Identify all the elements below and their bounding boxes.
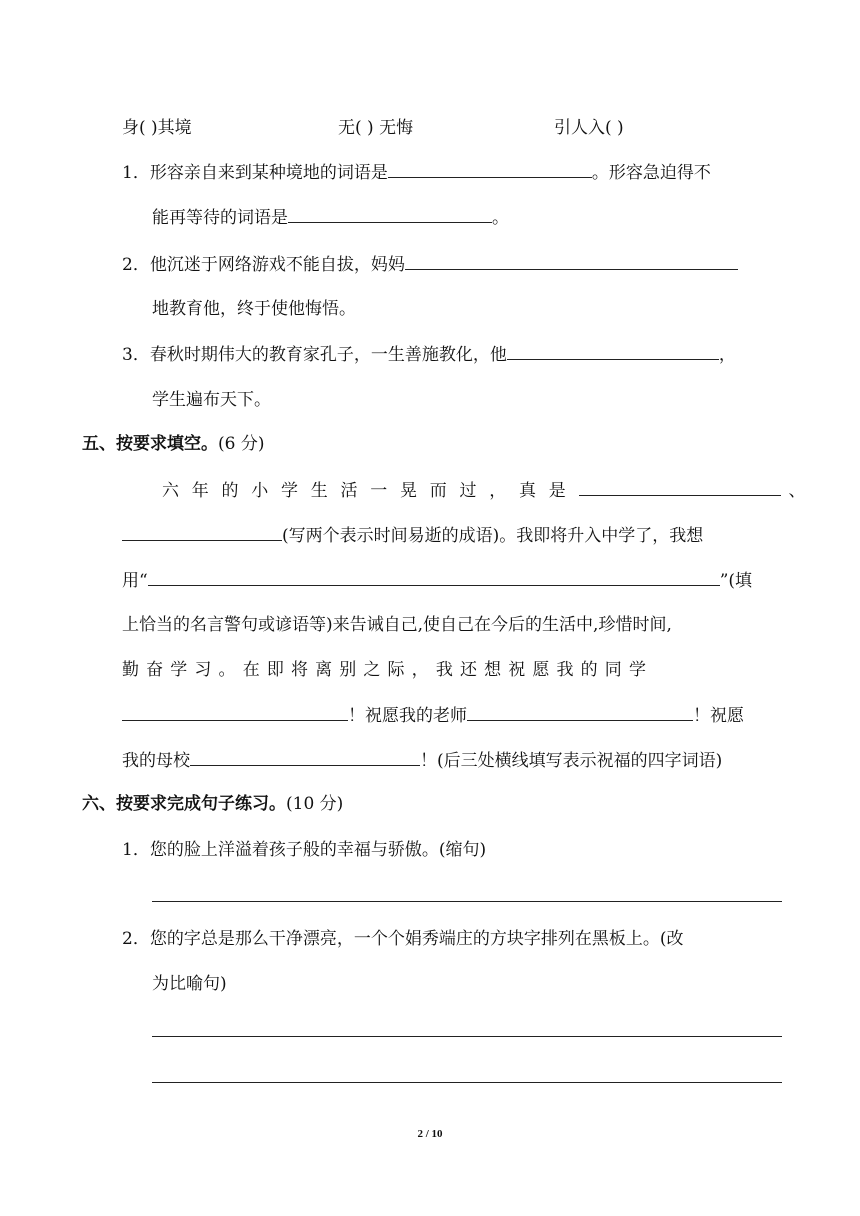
- idiom-3: 引人入( ): [554, 118, 624, 138]
- section-5-line-4: 上恰当的名言警句或谚语等)来告诫自己,使自己在今后的生活中,珍惜时间,: [122, 615, 672, 635]
- question-text: 形容亲自来到某种境地的词语是: [149, 163, 388, 183]
- answer-blank[interactable]: [190, 748, 420, 766]
- section-5-line-6: [122, 703, 744, 728]
- paragraph-text: ！祝愿: [693, 706, 744, 726]
- paragraph-text: 、: [788, 481, 806, 501]
- section-5-line-5: [122, 658, 653, 682]
- paragraph-text: 六年的小学生活一晃而过，真是: [162, 481, 579, 501]
- question-number: 1．: [122, 840, 150, 860]
- question-text: 您的脸上洋溢着孩子般的幸福与骄傲。(缩句): [149, 840, 487, 860]
- section-6-heading: [82, 792, 343, 816]
- paragraph-text: ！(后三处横线填写表示祝福的四字词语): [420, 751, 723, 771]
- question-number: 2．: [122, 929, 150, 949]
- section-5-line-7: [122, 748, 722, 773]
- answer-blank[interactable]: [467, 703, 693, 721]
- question-4-1: [122, 160, 711, 185]
- question-4-3-cont: 学生遍布天下。: [152, 390, 271, 410]
- paragraph-text: 勤奋学习。在即将离别之际，我还想祝愿我的同学: [122, 660, 654, 680]
- answer-blank[interactable]: [405, 252, 738, 270]
- page-number: 2 / 10: [417, 1128, 443, 1140]
- answer-blank[interactable]: [507, 342, 719, 360]
- answer-blank[interactable]: [579, 478, 781, 496]
- paragraph-text: (写两个表示时间易逝的成语)。我即将升入中学了，我想: [282, 526, 704, 546]
- answer-blank[interactable]: [122, 703, 348, 721]
- section-5-line-3: [122, 568, 752, 593]
- answer-blank[interactable]: [122, 523, 282, 541]
- question-text: 您的字总是那么干净漂亮，一个个娟秀端庄的方块字排列在黑板上。(改: [149, 929, 684, 949]
- question-text: 。: [492, 208, 509, 228]
- section-title: 六、按要求完成句子练习。: [82, 794, 286, 814]
- section-5-line-1: [162, 478, 806, 503]
- question-6-2-cont: 为比喻句): [152, 974, 227, 994]
- paragraph-text: ”(填: [719, 571, 753, 591]
- section-title: 五、按要求填空。: [82, 434, 218, 454]
- paragraph-text: 用“: [122, 571, 148, 591]
- question-number: 2．: [122, 255, 150, 275]
- question-text: 他沉迷于网络游戏不能自拔，妈妈: [149, 255, 405, 275]
- answer-blank[interactable]: [288, 205, 492, 223]
- answer-blank[interactable]: [388, 160, 592, 178]
- answer-line[interactable]: [152, 1082, 782, 1083]
- question-4-3: [122, 342, 736, 367]
- question-number: 1．: [122, 163, 150, 183]
- paragraph-text: 我的母校: [122, 751, 190, 771]
- question-text: 。形容急迫得不: [591, 163, 711, 183]
- question-text: 能再等待的词语是: [152, 208, 288, 228]
- paragraph-text: ！祝愿我的老师: [348, 706, 467, 726]
- question-6-1: [122, 838, 486, 862]
- section-points: (6 分): [218, 434, 265, 454]
- section-5-line-2: [122, 523, 703, 548]
- question-4-2: [122, 252, 738, 277]
- question-text: ，: [718, 345, 736, 365]
- answer-blank[interactable]: [148, 568, 720, 586]
- question-4-2-cont: 地教育他，终于使他悔悟。: [152, 299, 356, 319]
- question-text: 春秋时期伟大的教育家孔子，一生善施教化，他: [149, 345, 507, 365]
- question-6-2: [122, 927, 683, 951]
- answer-line[interactable]: [152, 901, 782, 902]
- section-5-heading: [82, 432, 264, 456]
- idiom-2: 无( ) 无悔: [338, 118, 414, 138]
- idiom-1: 身( )其境: [122, 118, 192, 138]
- question-4-1-cont: [152, 205, 509, 230]
- section-points: (10 分): [286, 794, 344, 814]
- question-number: 3．: [122, 345, 150, 365]
- answer-line[interactable]: [152, 1036, 782, 1037]
